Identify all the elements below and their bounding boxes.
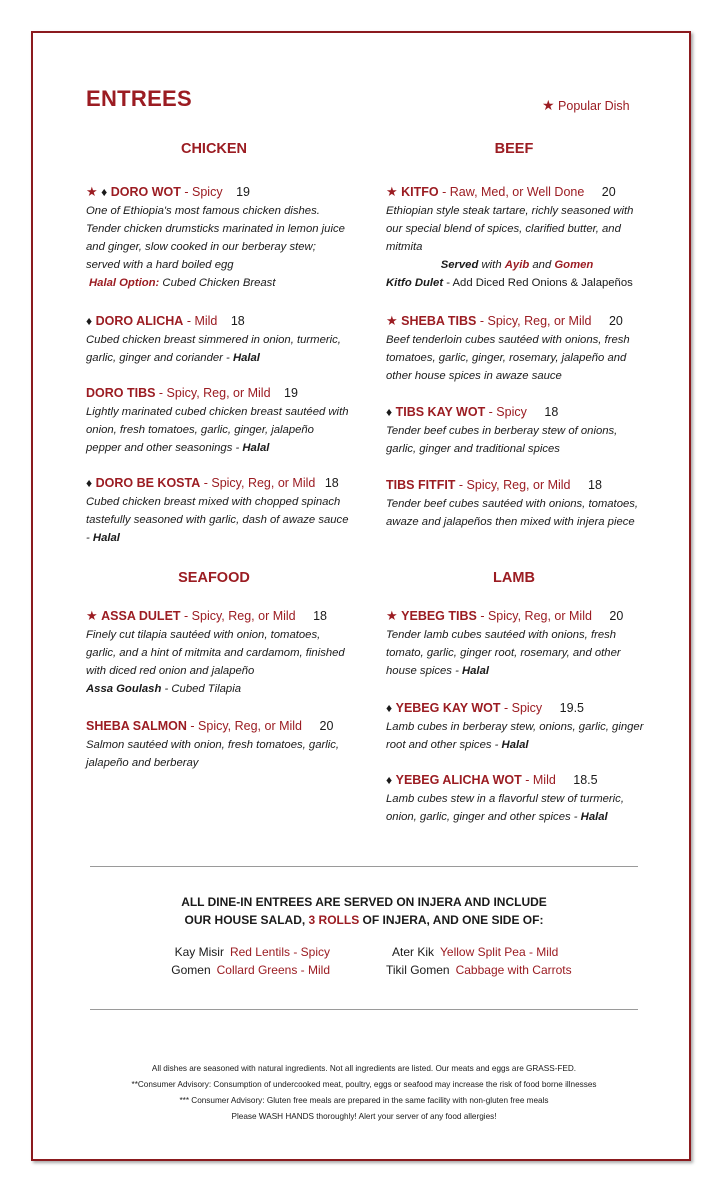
dish-description: Ethiopian style steak tartare, richly seasoned with our special blend of spices, clarified butter, and mitmita bbox=[386, 205, 634, 253]
dish-name: ASSA DULET bbox=[101, 609, 181, 623]
dish-spice-note: - Mild bbox=[183, 314, 218, 328]
dish-price: 18 bbox=[230, 314, 245, 328]
dish-price: 18 bbox=[313, 609, 328, 623]
dish-name: DORO WOT bbox=[110, 185, 181, 199]
star-icon: ★ bbox=[86, 608, 98, 623]
dish-name: YEBEG ALICHA WOT bbox=[395, 773, 522, 787]
dish-price: 20 bbox=[608, 314, 623, 328]
dish-spice-note: - Spicy, Reg, or Mild bbox=[200, 476, 316, 490]
dish-description: Finely cut tilapia sautéed with onion, tomatoes, garlic, and a hint of mitmita and cardamom, finished with diced red onion and jalapeño bbox=[86, 629, 345, 677]
dish-name: DORO TIBS bbox=[86, 386, 156, 400]
star-icon: ★ bbox=[386, 184, 398, 199]
diamond-icon: ♦ bbox=[101, 185, 108, 199]
dish-spice-note: - Spicy, Reg, or Mild bbox=[476, 314, 592, 328]
dish-description: One of Ethiopia's most famous chicken dishes. Tender chicken drumsticks marinated in lemon juice and ginger, slow cooked in our berberay stew; served with a hard boiled egg bbox=[86, 205, 345, 271]
dish-name: TIBS FITFIT bbox=[386, 478, 456, 492]
halal-tag: Halal bbox=[501, 739, 529, 751]
dish-description: Cubed chicken breast mixed with chopped spinach tastefully seasoned with garlic, dash of awaze sauce - Halal bbox=[86, 496, 349, 544]
dish-price: 20 bbox=[319, 719, 334, 733]
dish-yebeg-kay-wot bbox=[386, 700, 648, 754]
dish-name: SHEBA SALMON bbox=[86, 719, 187, 733]
diamond-icon: ♦ bbox=[386, 773, 393, 787]
assa-goulash: Assa Goulash - Cubed Tilapia bbox=[86, 683, 241, 695]
dish-spice-note: - Spicy bbox=[500, 701, 543, 715]
served-info bbox=[90, 893, 638, 929]
dish-doro-tibs bbox=[86, 385, 351, 457]
halal-option bbox=[86, 274, 351, 292]
halal-tag: Halal bbox=[461, 665, 489, 677]
dish-price: 18 bbox=[544, 405, 559, 419]
dish-sheba-tibs bbox=[386, 313, 648, 385]
diamond-icon: ♦ bbox=[86, 476, 93, 490]
dish-assa-dulet bbox=[86, 608, 351, 698]
star-icon: ★ bbox=[86, 184, 98, 199]
dish-spice-note: - Spicy, Reg, or Mild bbox=[455, 478, 571, 492]
dish-spice-note: - Spicy bbox=[485, 405, 527, 419]
dish-spice-note: - Spicy, Reg, or Mild bbox=[155, 386, 271, 400]
diamond-icon: ♦ bbox=[386, 701, 393, 715]
dish-name: YEBEG TIBS bbox=[401, 609, 477, 623]
dish-price: 19 bbox=[284, 386, 298, 400]
dish-name: SHEBA TIBS bbox=[401, 314, 477, 328]
popular-dish-legend bbox=[542, 97, 630, 114]
dish-sheba-salmon bbox=[86, 718, 351, 772]
diamond-icon: ♦ bbox=[86, 314, 93, 328]
footer-line: **Consumer Advisory: Consumption of undercooked meat, poultry, eggs or seafood may increase the risk of food borne illnesses bbox=[131, 1080, 597, 1089]
dish-doro-alicha bbox=[86, 313, 351, 367]
section-title-beef: BEEF bbox=[494, 141, 534, 157]
star-icon: ★ bbox=[386, 608, 398, 623]
dish-spice-note: - Mild bbox=[521, 773, 556, 787]
dish-description: Salmon sautéed with onion, fresh tomatoes, garlic, jalapeño and berberay bbox=[86, 739, 340, 769]
dish-name: TIBS KAY WOT bbox=[395, 405, 486, 419]
dish-spice-note: - Raw, Med, or Well Done bbox=[438, 185, 585, 199]
dish-doro-be-kosta bbox=[86, 475, 351, 547]
dish-description: Beef tenderloin cubes sautéed with onions, fresh tomatoes, garlic, ginger, rosemary, jalapeño and other house spices in awaze sauce bbox=[386, 334, 630, 382]
dish-price: 18 bbox=[588, 478, 602, 492]
kitfo-served-with: Served with Ayib and Gomen bbox=[440, 259, 594, 271]
served-line-2: OUR HOUSE SALAD, 3 ROLLS OF INJERA, AND ONE SIDE OF: bbox=[184, 913, 544, 927]
sides-right bbox=[380, 943, 610, 979]
dish-spice-note: - Spicy, Reg, or Mild bbox=[186, 719, 303, 733]
dish-description: Tender beef cubes in berberay stew of onions, garlic, ginger and traditional spices bbox=[386, 425, 618, 455]
dish-description: Lamb cubes in berberay stew, onions, garlic, ginger root and other spices - Halal bbox=[386, 721, 644, 751]
divider bbox=[90, 1009, 638, 1010]
dish-spice-note: - Spicy, Reg, or Mild bbox=[476, 609, 592, 623]
dish-price: 19.5 bbox=[559, 701, 585, 715]
sides-left bbox=[140, 943, 330, 979]
dish-yebeg-alicha-wot bbox=[386, 772, 648, 826]
diamond-icon: ♦ bbox=[386, 405, 393, 419]
dish-description: Lamb cubes stew in a flavorful stew of turmeric, onion, garlic, ginger and other spices - Halal bbox=[386, 793, 624, 823]
dish-name: DORO ALICHA bbox=[95, 314, 184, 328]
dish-price: 20 bbox=[609, 609, 624, 623]
section-title-chicken: CHICKEN bbox=[180, 141, 248, 157]
dish-doro-wot bbox=[86, 184, 351, 292]
popular-dish-label: Popular Dish bbox=[558, 99, 630, 113]
dish-price: 19 bbox=[236, 185, 250, 199]
dish-price: 20 bbox=[601, 185, 616, 199]
halal-option-text: Cubed Chicken Breast bbox=[159, 277, 276, 289]
footer-line: *** Consumer Advisory: Gluten free meals are prepared in the same facility with non-gluten free meals bbox=[179, 1096, 549, 1105]
dish-tibs-fitfit bbox=[386, 477, 648, 531]
dish-name: YEBEG KAY WOT bbox=[395, 701, 501, 715]
dish-kitfo bbox=[386, 184, 648, 292]
footer-notes bbox=[60, 1061, 668, 1125]
dish-name: KITFO bbox=[401, 185, 439, 199]
halal-tag: Halal bbox=[232, 352, 260, 364]
dish-spice-note: - Spicy bbox=[180, 185, 223, 199]
footer-line: Please WASH HANDS thoroughly! Alert your server of any food allergies! bbox=[231, 1112, 497, 1121]
divider bbox=[90, 866, 638, 867]
halal-tag: Halal bbox=[92, 532, 120, 544]
section-title-lamb: LAMB bbox=[493, 570, 535, 586]
dish-price: 18 bbox=[324, 476, 339, 490]
dish-description: Cubed chicken breast simmered in onion, turmeric, garlic, ginger and coriander - Halal bbox=[86, 334, 341, 364]
star-icon: ★ bbox=[386, 313, 398, 328]
side-item: Gomen Collard Greens - Mild bbox=[171, 963, 330, 977]
halal-tag: Halal bbox=[242, 442, 270, 454]
side-item: Ater Kik Yellow Split Pea - Mild bbox=[392, 945, 559, 959]
dish-description: Tender lamb cubes sautéed with onions, fresh tomato, garlic, ginger root, rosemary, and other house spices - Halal bbox=[386, 629, 621, 677]
dish-yebeg-tibs bbox=[386, 608, 648, 680]
side-item: Tikil Gomen Cabbage with Carrots bbox=[386, 963, 572, 977]
footer-line: All dishes are seasoned with natural ingredients. Not all ingredients are listed. Our meats and eggs are GRASS-FED. bbox=[151, 1064, 577, 1073]
dish-description: Lightly marinated cubed chicken breast sautéed with onion, fresh tomatoes, garlic, ginger, jalapeño pepper and other seasonings - Halal bbox=[86, 406, 349, 454]
halal-option-label: Halal Option: bbox=[89, 277, 160, 289]
dish-price: 18.5 bbox=[573, 773, 598, 787]
dish-spice-note: - Spicy, Reg, or Mild bbox=[180, 609, 296, 623]
star-icon: ★ bbox=[542, 97, 555, 113]
dish-tibs-kay-wot bbox=[386, 404, 648, 458]
section-title-seafood: SEAFOOD bbox=[178, 570, 250, 586]
side-item: Kay Misir Red Lentils - Spicy bbox=[174, 945, 330, 959]
dish-description: Tender beef cubes sautéed with onions, tomatoes, awaze and jalapeños then mixed with injera piece bbox=[386, 498, 639, 528]
page-title: ENTREES bbox=[86, 86, 193, 111]
halal-tag: Halal bbox=[580, 811, 608, 823]
kitfo-dulet: Kitfo Dulet - Add Diced Red Onions & Jalapeños bbox=[386, 277, 633, 289]
served-line-1: ALL DINE-IN ENTREES ARE SERVED ON INJERA AND INCLUDE bbox=[181, 895, 547, 909]
dish-name: DORO BE KOSTA bbox=[95, 476, 201, 490]
